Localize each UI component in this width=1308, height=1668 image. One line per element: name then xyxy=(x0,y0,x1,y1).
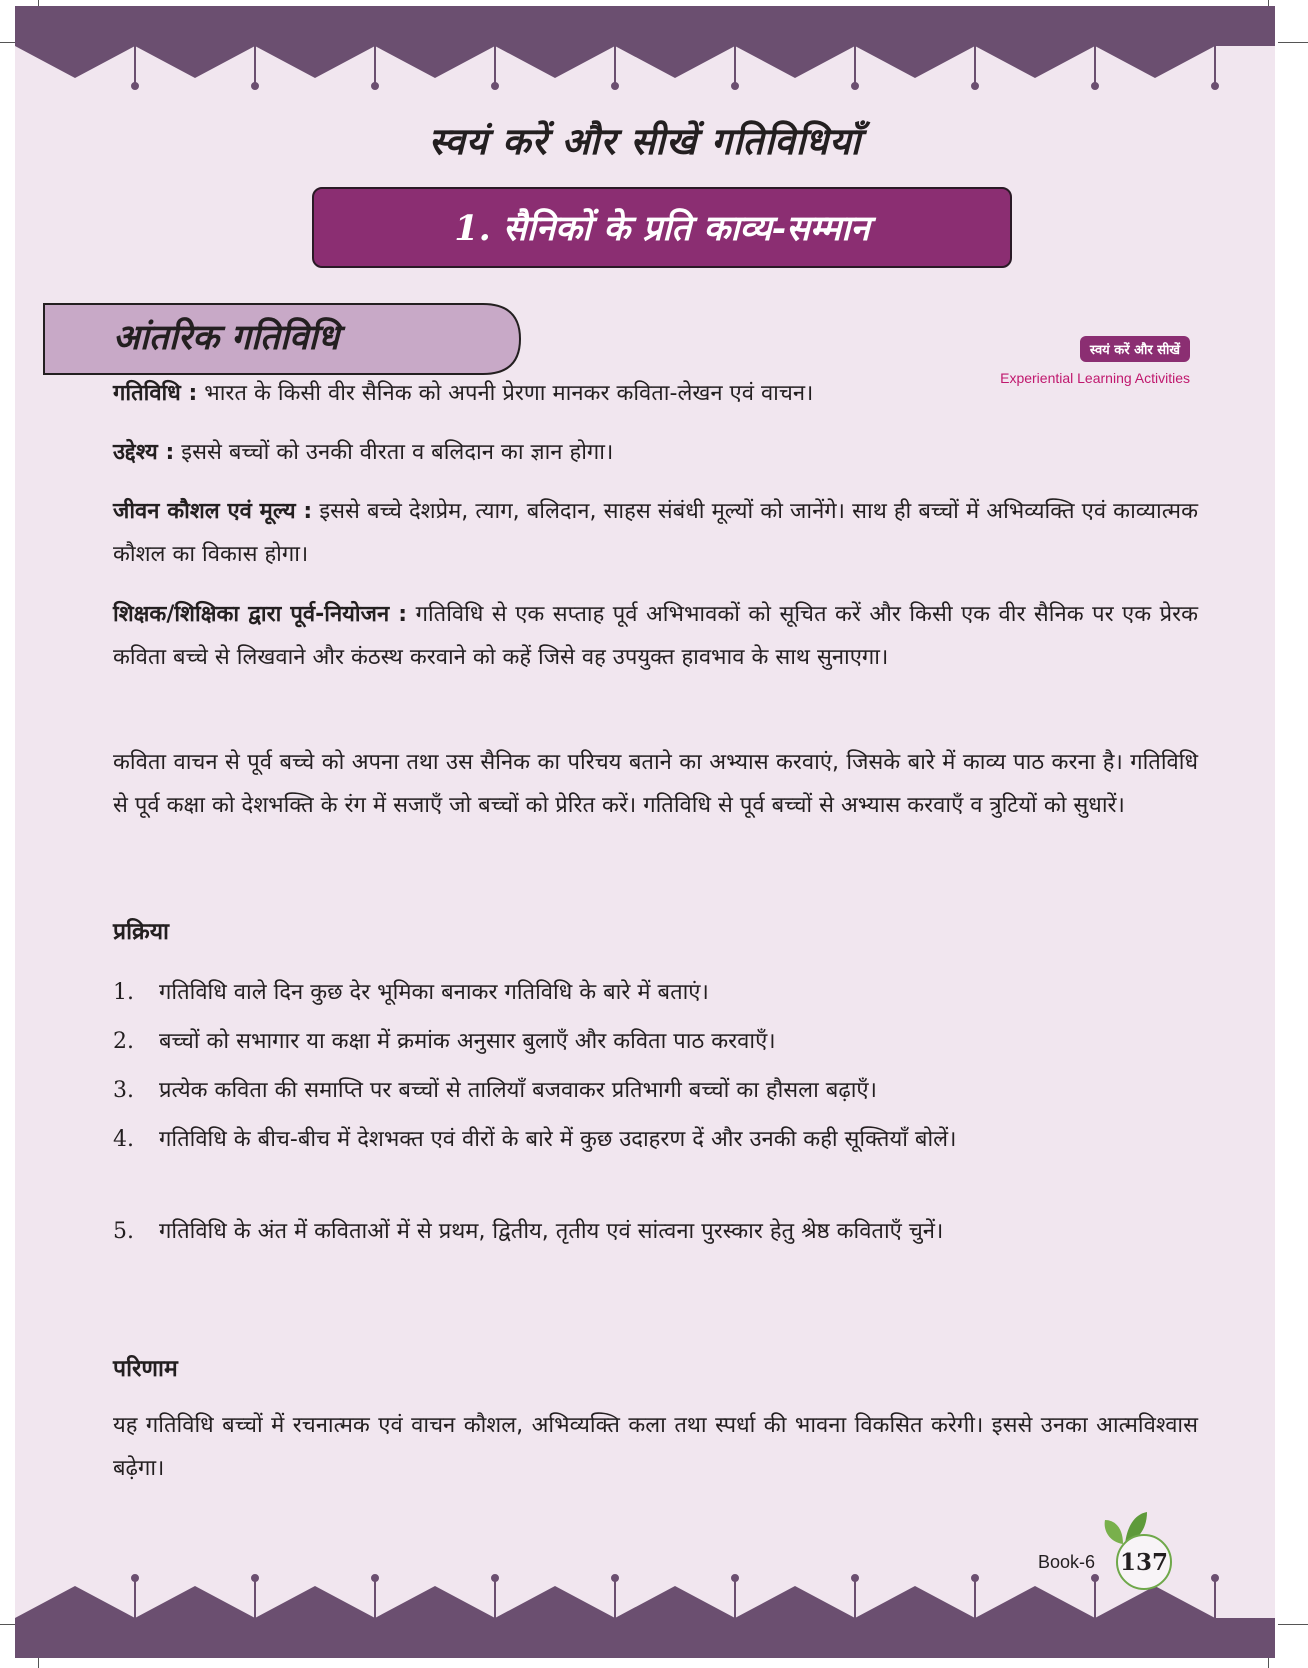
result-paragraph xyxy=(113,1404,1198,1490)
page-title: स्वयं करें और सीखें गतिविधियाँ xyxy=(428,119,862,163)
step-text: गतिविधि वाले दिन कुछ देर भूमिका बनाकर गतिविधि के बारे में बताएं। xyxy=(159,980,709,1005)
page xyxy=(15,6,1275,1658)
activity-text: भारत के किसी वीर सैनिक को अपनी प्रेरणा मानकर कविता-लेखन एवं वाचन। xyxy=(204,381,814,406)
result-heading: परिणाम xyxy=(113,1356,178,1382)
activity-title: 1. सैनिकों के प्रति काव्य-सम्मान xyxy=(312,187,1012,268)
bottom-border xyxy=(15,1568,1275,1658)
life-skills-text: इससे बच्चे देशप्रेम, त्याग, बलिदान, साहस संबंधी मूल्यों को जानेंगे। साथ ही बच्चों में अभिव्यक्ति एवं काव्यात्मक कौशल का विकास होगा। xyxy=(113,499,1198,567)
objective-paragraph xyxy=(113,431,1198,474)
top-border xyxy=(15,6,1275,96)
objective-text: इससे बच्चों को उनकी वीरता व बलिदान का ज्ञान होगा। xyxy=(181,440,614,465)
planning-label: शिक्षक/शिक्षिका द्वारा पूर्व-नियोजन : xyxy=(113,602,408,627)
step-number: 5. xyxy=(113,1219,134,1244)
step-text: गतिविधि के अंत में कविताओं में से प्रथम, द्वितीय, तृतीय एवं सांत्वना पुरस्कार हेतु श्रेष्ठ कविताएँ चुनें। xyxy=(159,1219,944,1244)
activity-label: गतिविधि : xyxy=(113,381,198,406)
life-skills-label: जीवन कौशल एवं मूल्य : xyxy=(113,499,313,524)
preparation-text: कविता वाचन से पूर्व बच्चे को अपना तथा उस सैनिक का परिचय बताने का अभ्यास करवाएं, जिसके बारे में काव्य पाठ करना है। गतिविधि से पूर्व कक्षा को देशभक्ति के रंग में सजाएँ जो बच्चों को प्रेरित करें। गतिविधि से पूर्व बच्चों से अभ्यास करवाएँ व त्रुटियों को सुधारें। xyxy=(113,750,1198,818)
section-tab-label: आंतरिक गतिविधि xyxy=(113,317,340,358)
planning-text: गतिविधि से एक सप्ताह पूर्व अभिभावकों को सूचित करें और किसी एक वीर सैनिक पर एक प्रेरक कविता बच्चे से लिखवाने और कंठस्थ करवाने को कहें जिसे वह उपयुक्त हावभाव के साथ सुनाएगा। xyxy=(113,602,1198,670)
planning-paragraph xyxy=(113,593,1198,679)
step-text: गतिविधि के बीच-बीच में देशभक्त एवं वीरों के बारे में कुछ उदाहरण दें और उनकी कही सूक्तियाँ बोलें। xyxy=(159,1127,957,1152)
activity-paragraph xyxy=(113,372,1198,415)
learning-badge: स्वयं करें और सीखें xyxy=(1080,336,1190,362)
page-number: 137 xyxy=(1116,1534,1172,1590)
step-number: 1. xyxy=(113,980,134,1005)
step-number: 4. xyxy=(113,1127,134,1152)
book-label: Book-6 xyxy=(1038,1552,1096,1572)
section-tab xyxy=(43,303,521,375)
step-text: प्रत्येक कविता की समाप्ति पर बच्चों से तालियाँ बजवाकर प्रतिभागी बच्चों का हौसला बढ़ाएँ। xyxy=(159,1078,877,1103)
life-skills-paragraph xyxy=(113,490,1198,576)
step-number: 2. xyxy=(113,1029,134,1054)
step-text: बच्चों को सभागार या कक्षा में क्रमांक अनुसार बुलाएँ और कविता पाठ करवाएँ। xyxy=(159,1029,776,1054)
result-text: यह गतिविधि बच्चों में रचनात्मक एवं वाचन कौशल, अभिव्यक्ति कला तथा स्पर्धा की भावना विकसित करेगी। इससे उनका आत्मविश्वास बढ़ेगा। xyxy=(113,1413,1198,1481)
preparation-paragraph xyxy=(113,741,1198,827)
step-number: 3. xyxy=(113,1078,134,1103)
process-heading: प्रक्रिया xyxy=(113,919,170,945)
learning-badge-subtitle: Experiential Learning Activities xyxy=(1000,370,1190,386)
objective-label: उद्देश्य : xyxy=(113,440,175,465)
